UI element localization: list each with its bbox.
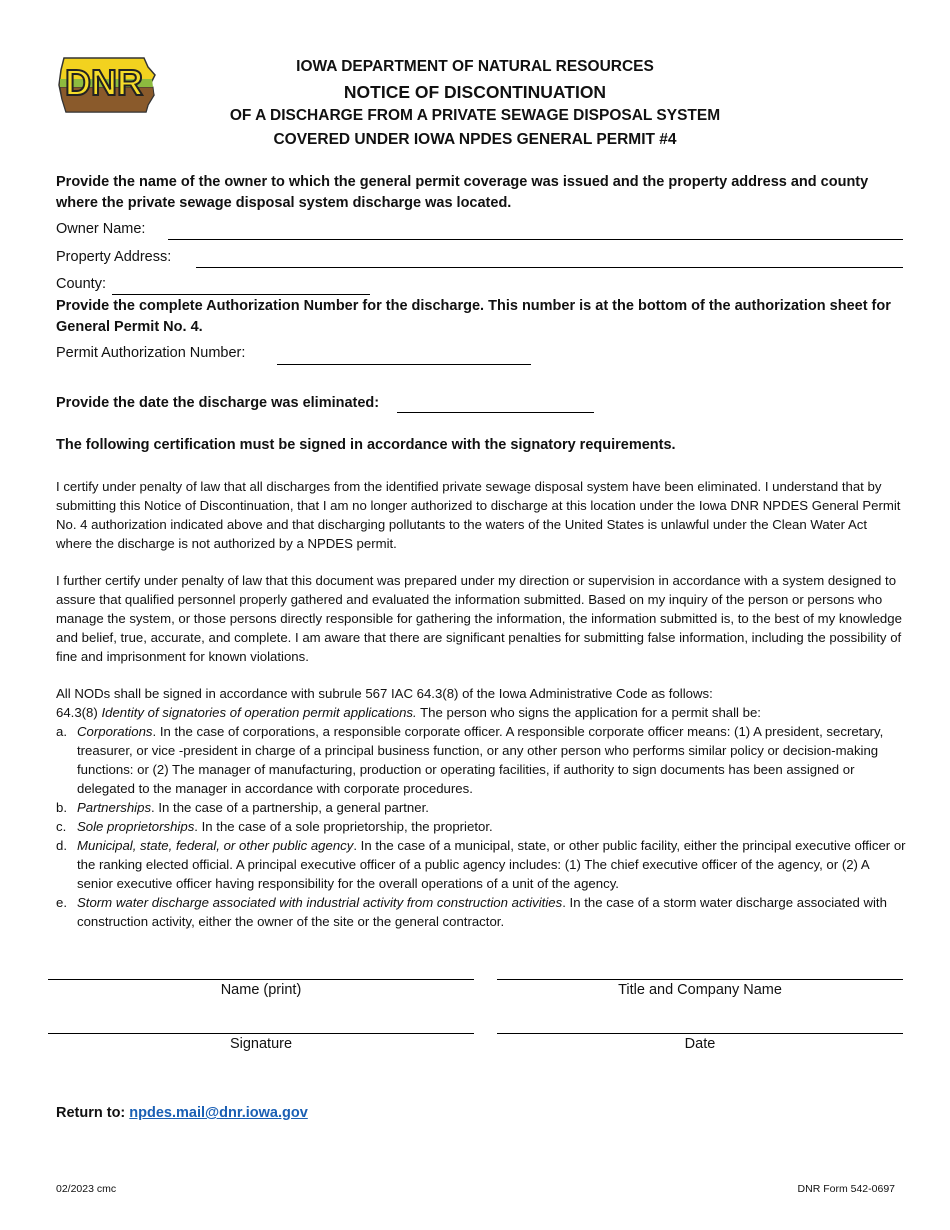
signature-label: Signature [229, 1036, 293, 1052]
return-email-link[interactable]: npdes.mail@dnr.iowa.gov [129, 1105, 308, 1121]
signatory-rule [56, 703, 906, 722]
title-company-label: Title and Company Name [618, 982, 782, 998]
certification-heading: The following certification must be signed in accordance with the signatory requirements. [56, 437, 676, 453]
item-letter: d. [56, 838, 67, 853]
permit-number-field[interactable] [277, 364, 531, 365]
form-subtitle-2: COVERED UNDER IOWA NPDES GENERAL PERMIT #4 [273, 131, 677, 148]
item-letter: a. [56, 724, 67, 739]
rule-number: 64.3(8) [56, 705, 102, 720]
item-text: . In the case of a sole proprietorship, the proprietor. [194, 819, 493, 834]
rule-text: The person who signs the application for a permit shall be: [416, 705, 761, 720]
item-letter: b. [56, 800, 67, 815]
date-field[interactable] [497, 1033, 903, 1034]
iowa-map-icon [56, 55, 160, 113]
name-print-label: Name (print) [220, 982, 302, 998]
name-print-field[interactable] [48, 979, 474, 980]
return-label: Return to: [56, 1105, 126, 1121]
elimination-date-field[interactable] [397, 412, 594, 413]
item-term: Partnerships [77, 800, 152, 815]
dnr-logo [56, 55, 160, 113]
agency-name: IOWA DEPARTMENT OF NATURAL RESOURCES [296, 58, 654, 75]
permit-number-label: Permit Authorization Number: [56, 345, 246, 361]
elimination-date-label: Provide the date the discharge was eliminated: [56, 395, 380, 411]
item-text: . In the case of a storm water discharge associated with construction activity, either the owner of the site or the general contractor. [77, 895, 887, 929]
item-term: Storm water discharge associated with industrial activity from construction activities [77, 895, 563, 910]
form-title: NOTICE OF DISCONTINUATION [343, 82, 607, 102]
rule-title: Identity of signatories of operation permit applications. [101, 705, 417, 720]
county-label: County: [56, 276, 106, 292]
item-text: . In the case of a municipal, state, or other public facility, either the principal executive officer or the ranking elected official. A principal executive officer of a public agency includes: (1) The chief executive officer of the agency, or (2) A senior executive officer having responsibility for the overall operations of a unit of the agency. [77, 838, 906, 891]
property-address-label: Property Address: [56, 249, 172, 265]
signatory-intro: All NODs shall be signed in accordance with subrule 567 IAC 64.3(8) of the Iowa Administrative Code as follows: [56, 686, 713, 701]
date-label: Date [684, 1036, 716, 1052]
item-text: . In the case of corporations, a responsible corporate officer. A responsible corporate officer means: (1) A president, secretary, treasurer, or vice -president in charge of a principal business function, or any other person who performs similar policy or decision-making functions: or (2) The manager of manufacturing, production or operating facilities, if authority to sign documents has been assigned or delegated to the manager in accordance with corporate procedures. [77, 724, 884, 796]
return-to [56, 1103, 308, 1124]
item-text: . In the case of a partnership, a general partner. [151, 800, 429, 815]
svg-text:DNR: DNR [65, 62, 143, 103]
certification-paragraph-2: I further certify under penalty of law that this document was prepared under my direction or supervision in accordance with a system designed to assure that qualified personnel properly gathered and evaluated the information submitted. Based on my inquiry of the person or persons who manage the system, or those persons directly responsible for gathering the information, the information submitted is, to the best of my knowledge and belief, true, accurate, and complete. I am aware that there are significant penalties for submitting false information, including the possibility of fine and imprisonment for known violations. [56, 573, 902, 664]
revision-date: 02/2023 cmc [56, 1183, 117, 1195]
authorization-instruction: Provide the complete Authorization Number for the discharge. This number is at the bottom of the authorization sheet for General Permit No. 4. [56, 298, 891, 335]
owner-instruction: Provide the name of the owner to which the general permit coverage was issued and the property address and county where the private sewage disposal system discharge was located. [56, 174, 869, 211]
county-field[interactable] [112, 294, 370, 295]
property-address-field[interactable] [196, 267, 903, 268]
form-subtitle-1: OF A DISCHARGE FROM A PRIVATE SEWAGE DISPOSAL SYSTEM [229, 107, 721, 124]
item-letter: c. [56, 819, 67, 834]
item-term: Municipal, state, federal, or other public agency [77, 838, 354, 853]
signature-field[interactable] [48, 1033, 474, 1034]
item-letter: e. [56, 895, 67, 910]
form-number: DNR Form 542-0697 [797, 1183, 895, 1195]
owner-name-field[interactable] [168, 239, 903, 240]
certification-paragraph-1: I certify under penalty of law that all discharges from the identified private sewage disposal system have been eliminated. I understand that by submitting this Notice of Discontinuation, that I am no longer authorized to discharge at this location under the Iowa DNR NPDES General Permit No. 4 authorization indicated above and that discharging pollutants to the waters of the United States is unlawful under the Clean Water Act where the discharge is not authorized by a NPDES permit. [56, 479, 901, 551]
owner-name-label: Owner Name: [56, 221, 146, 237]
item-term: Corporations [77, 724, 153, 739]
item-term: Sole proprietorships [77, 819, 195, 834]
title-company-field[interactable] [497, 979, 903, 980]
